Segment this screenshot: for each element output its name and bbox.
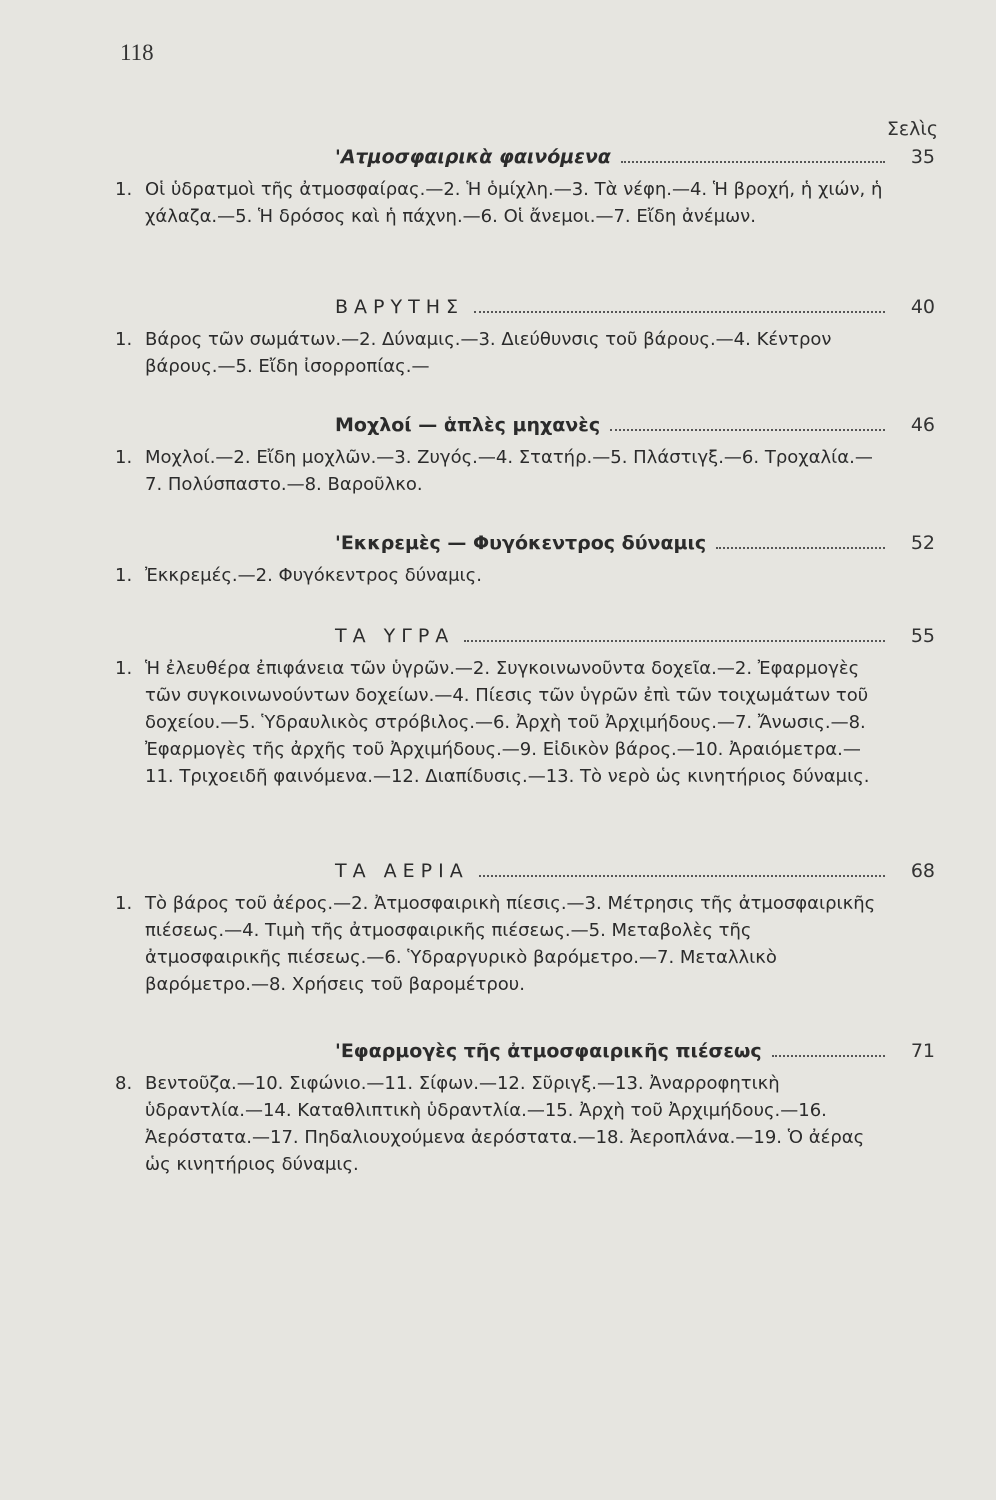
section-title: ΒΑΡΥΤΗΣ (335, 296, 464, 318)
section-content (115, 176, 935, 230)
leader-dots (610, 428, 885, 431)
leader-dots (479, 874, 885, 877)
item-number: 1. (115, 447, 133, 468)
section-content (115, 1070, 935, 1178)
section-heading (335, 860, 935, 882)
section-text: Ἐκκρεμές.—2. Φυγόκεντρος δύναμις. (145, 565, 482, 586)
toc-section-levers (115, 414, 935, 498)
section-title: 'Εκκρεμὲς — Φυγόκεντρος δύναμις (335, 532, 707, 554)
toc-section-pendulum (115, 532, 935, 589)
item-number: 1. (115, 565, 133, 586)
toc-section-gravity (115, 296, 935, 380)
section-content (115, 562, 935, 589)
item-number: 8. (115, 1073, 133, 1094)
leader-dots (716, 546, 885, 549)
leader-dots (621, 160, 885, 163)
section-page: 52 (910, 532, 935, 554)
toc-section-gases (115, 860, 935, 998)
section-content (115, 655, 935, 790)
section-text: Μοχλοί.—2. Εἴδη μοχλῶν.—3. Ζυγός.—4. Στατήρ.—5. Πλάστιγξ.—6. Τροχαλία.—7. Πολύσπαστο.—8. Βαροῦλκο. (145, 447, 873, 495)
section-page: 35 (910, 146, 935, 168)
leader-dots (474, 310, 885, 313)
section-text: Οἱ ὑδρατμοὶ τῆς ἀτμοσφαίρας.—2. Ἡ ὁμίχλη.—3. Τὰ νέφη.—4. Ἡ βροχή, ἡ χιών, ἡ χάλαζα.—5. Ἡ δρόσος καὶ ἡ πάχνη.—6. Οἱ ἄνεμοι.—7. Εἴδη ἀνέμων. (145, 179, 883, 227)
section-heading (335, 296, 935, 318)
section-page: 40 (910, 296, 935, 318)
toc-section-liquids (115, 625, 935, 790)
section-heading (335, 414, 935, 436)
section-title: 'Εφαρμογὲς τῆς ἀτμοσφαιρικῆς πιέσεως (335, 1040, 762, 1062)
section-title: 'Ατμοσφαιρικὰ φαινόμενα (335, 146, 611, 168)
page-column-header: Σελὶς (886, 118, 938, 140)
section-page: 68 (910, 860, 935, 882)
section-title: ΤΑ ΑΕΡΙΑ (335, 860, 469, 882)
section-title: Μοχλοί — ἁπλὲς μηχανὲς (335, 414, 601, 436)
section-page: 55 (910, 625, 935, 647)
section-title: ΤΑ ΥΓΡΑ (335, 625, 455, 647)
section-content (115, 326, 935, 380)
toc-section-atmospheric (115, 146, 935, 230)
section-content (115, 890, 935, 998)
section-text: Τὸ βάρος τοῦ ἀέρος.—2. Ἀτμοσφαιρικὴ πίεσις.—3. Μέτρησις τῆς ἀτμοσφαιρικῆς πιέσεως.—4. Τιμὴ τῆς ἀτμοσφαιρικῆς πιέσεως.—5. Μεταβολὲς τῆς ἀτμοσφαιρικῆς πιέσεως.—6. Ὑδραργυρικὸ βαρόμετρο.—7. Μεταλλικὸ βαρόμετρο.—8. Χρήσεις τοῦ βαρομέτρου. (145, 893, 876, 995)
section-page: 46 (910, 414, 935, 436)
leader-dots (464, 639, 885, 642)
section-page: 71 (910, 1040, 935, 1062)
item-number: 1. (115, 329, 133, 350)
section-text: Βάρος τῶν σωμάτων.—2. Δύναμις.—3. Διεύθυνσις τοῦ βάρους.—4. Κέντρον βάρους.—5. Εἴδη ἰσορροπίας.— (145, 329, 832, 377)
toc-section-applications (115, 1040, 935, 1178)
section-content (115, 444, 935, 498)
leader-dots (772, 1054, 885, 1057)
item-number: 1. (115, 893, 133, 914)
section-heading (335, 1040, 935, 1062)
section-heading (335, 146, 935, 168)
section-heading (335, 532, 935, 554)
page-number: 118 (120, 40, 154, 65)
section-text: Βεντοῦζα.—10. Σιφώνιο.—11. Σίφων.—12. Σῦριγξ.—13. Ἀναρροφητικὴ ὑδραντλία.—14. Καταθλιπτικὴ ὑδραντλία.—15. Ἀρχὴ τοῦ Ἀρχιμήδους.—16. Ἀερόστατα.—17. Πηδαλιουχούμενα ἀερόστατα.—18. Ἀεροπλάνα.—19. Ὁ ἀέρας ὡς κινητήριος δύναμις. (145, 1073, 865, 1175)
section-text: Ἡ ἐλευθέρα ἐπιφάνεια τῶν ὑγρῶν.—2. Συγκοινωνοῦντα δοχεῖα.—2. Ἐφαρμογὲς τῶν συγκοινωνούντων δοχείων.—4. Πίεσις τῶν ὑγρῶν ἐπὶ τῶν τοιχωμάτων τοῦ δοχείου.—5. Ὑδραυλικὸς στρόβιλος.—6. Ἀρχὴ τοῦ Ἀρχιμήδους.—7. Ἄνωσις.—8. Ἐφαρμογὲς τῆς ἀρχῆς τοῦ Ἀρχιμήδους.—9. Εἰδικὸν βάρος.—10. Ἀραιόμετρα.—11. Τριχοειδῆ φαινόμενα.—12. Διαπίδυσις.—13. Τὸ νερὸ ὡς κινητήριος δύναμις. (145, 658, 870, 787)
item-number: 1. (115, 179, 133, 200)
item-number: 1. (115, 658, 133, 679)
section-heading (335, 625, 935, 647)
